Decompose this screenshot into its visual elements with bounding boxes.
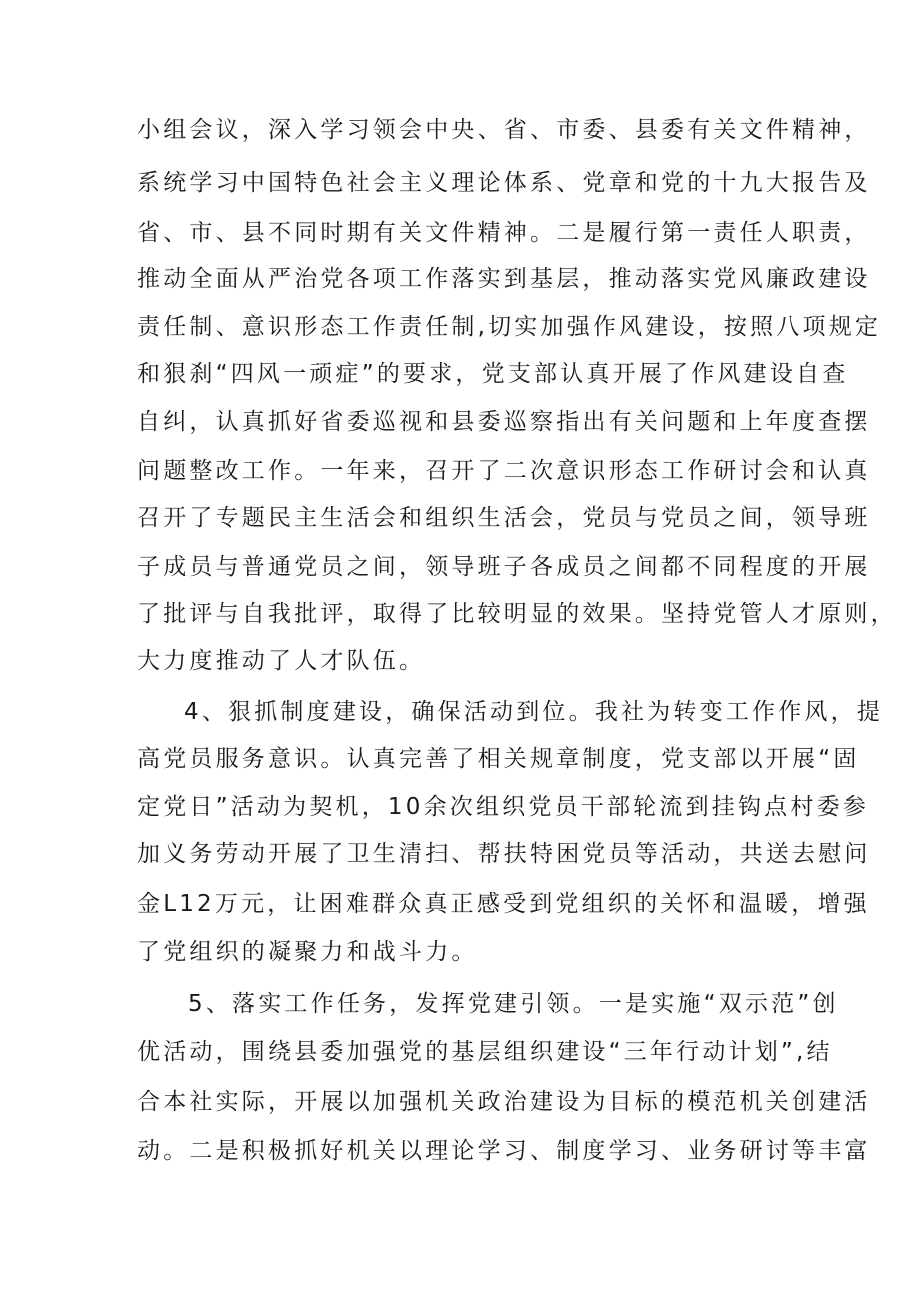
paragraph-first-line: 4、狠抓制度建设，确保活动到位。我社为转变工作作风，提 (184, 699, 884, 725)
text-line: 责任制、意识形态工作责任制,切实加强作风建设，按照八项规定 (137, 314, 882, 340)
text-line: 系统学习中国特色社会主义理论体系、党章和党的十九大报告及 (137, 170, 871, 196)
text-line: 高党员服务意识。认真完善了相关规章制度，党支部以开展“固 (137, 746, 860, 772)
text-line: 推动全面从严治党各项工作落实到基层，推动落实党风廉政建设 (137, 266, 871, 292)
text-line: 加义务劳动开展了卫生清扫、帮扶特困党员等活动，共送去慰问 (137, 841, 871, 867)
text-line: 大力度推动了人才队伍。 (137, 648, 426, 674)
text-line: 了批评与自我批评，取得了比较明显的效果。坚持党管人才原则， (137, 601, 897, 627)
text-line: 了党组织的凝聚力和战斗力。 (137, 939, 478, 965)
text-line: 省、市、县不同时期有关文件精神。二是履行第一责任人职责， (137, 220, 871, 246)
text-line: 自纠，认真抓好省委巡视和县委巡察指出有关问题和上年度查摆 (137, 409, 871, 435)
text-line: 和狠刹“四风一顽症”的要求，党支部认真开展了作风建设自查 (137, 361, 849, 387)
text-line: 定党日”活动为契机，10余次组织党员干部轮流到挂钩点村委参 (137, 794, 869, 820)
text-line: 召开了专题民主生活会和组织生活会，党员与党员之间，领导班 (137, 505, 871, 531)
text-line: 动。二是积极抓好机关以理论学习、制度学习、业务研讨等丰富 (137, 1138, 871, 1164)
text-line: 子成员与普通党员之间，领导班子各成员之间都不同程度的开展 (137, 554, 871, 580)
text-line: 问题整改工作。一年来，召开了二次意识形态工作研讨会和认真 (137, 458, 871, 484)
text-line: 小组会议，深入学习领会中央、省、市委、县委有关文件精神， (137, 117, 871, 143)
paragraph-first-line: 5、落实工作任务，发挥党建引领。一是实施“双示范”创 (188, 991, 839, 1017)
text-line: 合本社实际，开展以加强机关政治建设为目标的模范机关创建活 (137, 1089, 871, 1115)
text-line: 金L12万元，让困难群众真正感受到党组织的关怀和温暖，增强 (137, 891, 870, 917)
text-line: 优活动，围绕县委加强党的基层组织建设“三年行动计划”,结 (137, 1039, 833, 1065)
